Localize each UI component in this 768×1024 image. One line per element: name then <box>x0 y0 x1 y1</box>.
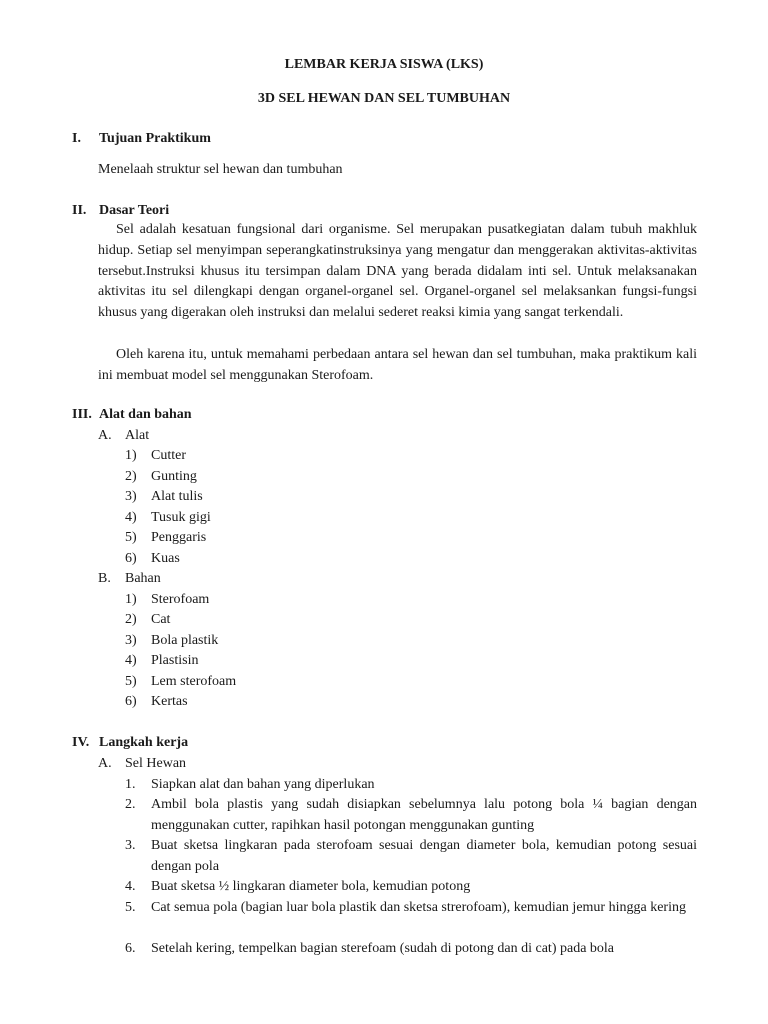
step-item: 2. Ambil bola plastis yang sudah disiapkan sebelumnya lalu potong bola ¼ bagian dengan menggunakan cutter, rapihkan hasil potongan menggunakan gunting <box>125 797 697 833</box>
document-subtitle: 3D SEL HEWAN DAN SEL TUMBUHAN <box>257 91 511 106</box>
step-item: 4. Buat sketsa ½ lingkaran diameter bola, kemudian potong <box>125 879 471 894</box>
subsection-sel-hewan <box>98 754 186 774</box>
step-item: 6. Setelah kering, tempelkan bagian sterefoam (sudah di potong dan di cat) pada bola <box>125 941 615 956</box>
list-item: 5) Lem sterofoam <box>125 674 237 689</box>
step-item: 1. Siapkan alat dan bahan yang diperlukan <box>125 777 375 792</box>
section-heading-alat-bahan <box>72 407 192 423</box>
section-title: Tujuan Praktikum <box>99 131 211 146</box>
list-item: 3) Bola plastik <box>125 633 219 648</box>
section-number: III. <box>72 407 92 422</box>
dasar-teori-paragraph-2: Oleh karena itu, untuk memahami perbedaan antara sel hewan dan sel tumbuhan, maka praktikum kali ini membuat model sel menggunakan Sterofoam. <box>98 347 697 383</box>
section-number: IV. <box>72 735 90 750</box>
dasar-teori-paragraph-1: Sel adalah kesatuan fungsional dari organisme. Sel merupakan pusatkegiatan dalam tubuh makhluk hidup. Setiap sel menyimpan seperangkatinstruksinya yang mengatur dan menggerakan aktivitas-aktivitas tersebut.Instruksi khusus itu tersimpan dalam DNA yang berada didalam inti sel. Untuk melaksanakan aktivitas itu sel dilengkapi dengan organel-organel sel. Organel-organel sel melaksankan fungsi-fungsi khusus yang digerakan oleh instruksi dan melalui sederet reaksi kimia yang sangat terkendali. <box>98 222 697 321</box>
list-item: 1) Sterofoam <box>125 592 210 607</box>
subsection-title: Sel Hewan <box>125 756 187 771</box>
section-heading-tujuan <box>72 131 211 147</box>
list-item: 4) Plastisin <box>125 653 199 668</box>
subsection-label: A. <box>98 428 112 443</box>
section-heading-langkah-kerja <box>72 735 188 751</box>
subsection-title: Bahan <box>125 571 161 586</box>
subsection-bahan <box>98 569 161 589</box>
list-item: 2) Cat <box>125 612 171 627</box>
section-title: Dasar Teori <box>99 203 170 218</box>
list-item: 2) Gunting <box>125 469 197 484</box>
document-title: LEMBAR KERJA SISWA (LKS) <box>284 57 484 72</box>
subsection-label: A. <box>98 756 112 771</box>
section-number: I. <box>72 131 81 146</box>
section-number: II. <box>72 203 87 218</box>
section-heading-dasar-teori <box>72 203 169 219</box>
list-item: 3) Alat tulis <box>125 489 203 504</box>
list-item: 6) Kuas <box>125 551 180 566</box>
list-item: 4) Tusuk gigi <box>125 510 211 525</box>
subsection-title: Alat <box>125 428 150 443</box>
section-title: Langkah kerja <box>99 735 189 750</box>
tujuan-text: Menelaah struktur sel hewan dan tumbuhan <box>98 162 343 177</box>
subsection-alat <box>98 426 149 446</box>
step-item: 5. Cat semua pola (bagian luar bola plastik dan sketsa strerofoam), kemudian jemur hingga kering <box>125 900 686 915</box>
step-item: 3. Buat sketsa lingkaran pada sterofoam sesuai dengan diameter bola, kemudian potong sesuai dengan pola <box>125 838 697 874</box>
section-title: Alat dan bahan <box>99 407 192 422</box>
subsection-label: B. <box>98 571 111 586</box>
list-item: 6) Kertas <box>125 694 188 709</box>
list-item: 1) Cutter <box>125 448 186 463</box>
list-item: 5) Penggaris <box>125 530 207 545</box>
